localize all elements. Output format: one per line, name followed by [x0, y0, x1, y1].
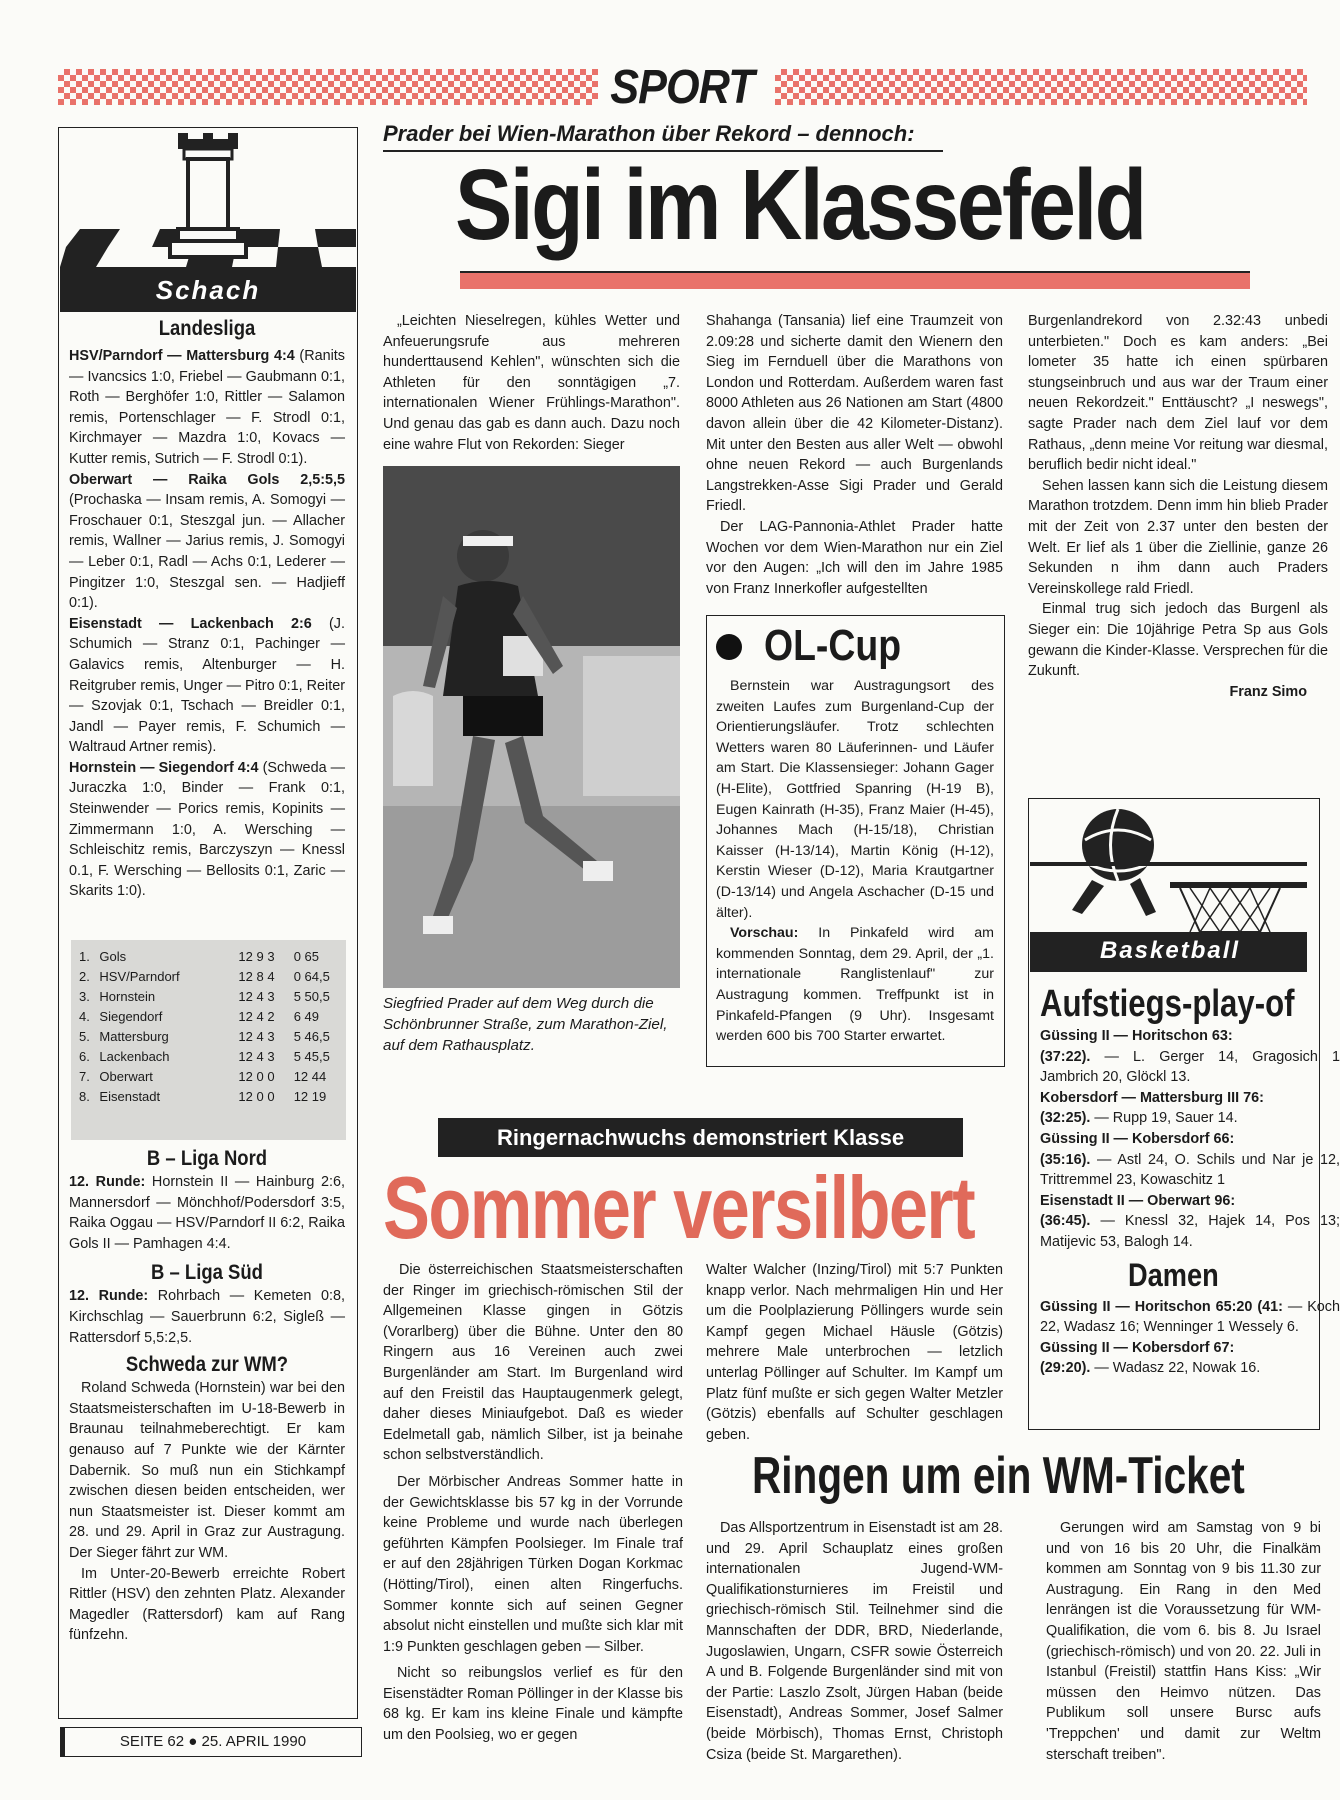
- damen-game-2: Güssing II — Kobersdorf 67: (29:20). — Wadasz 22, Nowak 16.: [1040, 1339, 1261, 1377]
- ringen-col1: [383, 1260, 683, 1746]
- ringen-c1-p1: Die österreichischen Staatsmeisterschaften der Ringer im griechisch-römischen Stil der Allgemeinen Klasse gingen in Götzis (Vorarlberg) über die Bühne. Unter den 80 Ringern aus 16 Vereinen auch zwei Burgenländer am Start. Im Burgenland wird auf den Freistil das Hauptaugenmerk gelegt, daher dieses Miniaufgebot. Daß es wieder Edelmetall gab, nämlich Silber, ist ja beinahe schon selbstverständlich.: [383, 1262, 683, 1464]
- wm-col2: Gerungen wird am Samstag von 9 bi und von 16 bis 20 Uhr, die Finalkäm kommen am Sonntag von 9 bis 11.30 zur Austragung. Ein Rang in den Med lenrängen ist die Voraussetzung für WM-Qualifikation, die vom 6. bis 8. Ju Israel (griechisch-römisch) und von 20. 22. Juli in Istanbul (Freistil) stattfin Hans Kiss: „Wir müssen den Heimvo nützen. Das Publikum soll unsere Bursc aufs 'Treppchen' und damit zur Weltm sterschaft treiben".: [1046, 1520, 1321, 1763]
- runner-photo: [383, 466, 680, 988]
- kicker: Prader bei Wien-Marathon über Rekord – dennoch:: [383, 121, 915, 146]
- page-footer: SEITE 62 ● 25. APRIL 1990: [60, 1727, 362, 1757]
- wm-col2-wrap: [1046, 1518, 1321, 1768]
- table-row: 8. Eisenstadt 12 0 0 12 19: [79, 1088, 327, 1104]
- header-checker-left: [58, 69, 598, 105]
- article-intro: „Leichten Nieselregen, kühles Wetter und Anfeuerungsrufe aus mehreren hunderttausend Kehlen", wünschten sich die Athleten für den sonntägigen „7. internationalen Wiener Frühlings-Marathon". Und genau das gab es dann auch. Dazu noch eine wahre Flut von Rekorden: Sieger: [383, 313, 680, 453]
- schweda-title: Schweda zur WM?: [125, 1353, 289, 1377]
- photo-caption: Siegfried Prader auf dem Weg durch die Schönbrunner Straße, zum Marathon-Ziel, auf dem Rathausplatz.: [383, 995, 668, 1054]
- bb-game-4: Eisenstadt II — Oberwart 96: (36:45). — Knessl 32, Hajek 14, Pos 13; Matijevic 53, Balogh 14.: [1040, 1192, 1340, 1250]
- bnord-title: B – Liga Nord: [146, 1147, 268, 1170]
- section-title: SPORT: [610, 61, 754, 114]
- col3-p3: Einmal trug sich jedoch das Burgenl als Sieger ein: Die 10jährige Petra Sp aus Gols gewann die Kinder-Klasse. Versprechen für die Zukunft.: [1028, 601, 1328, 680]
- bsued-title: B – Liga Süd: [151, 1261, 263, 1285]
- headline-redbar: [460, 271, 1250, 289]
- schach-text: [69, 316, 345, 902]
- schweda-p2: Im Unter-20-Bewerb erreichte Robert Rittler (HSV) den zehnten Platz. Alexander Magedler (Rattersdorf) kam auf Rang fünfzehn.: [69, 1565, 345, 1644]
- table-row: 3. Hornstein 12 4 3 5 50,5: [79, 988, 330, 1004]
- table-row: 7. Oberwart 12 0 0 12 44: [79, 1068, 327, 1084]
- basketball-hoop-icon: [1030, 800, 1307, 932]
- ringen-c2-p1: Walter Walcher (Inzing/Tirol) mit 5:7 Punkten knapp verlor. Nach mehrmaligen Hin und Her um die Poolplazierung Pöllingers wurde sein Kampf gegen Michael Häusle (Götzis) mehrere Male unterbrochen — letzlich unterlag Pöllinger auf Schulter. Im Kampf um Platz fünf mußte er sich gegen Walter Metzler (Götzis) ebenfalls auf Schulter geschlagen geben.: [706, 1262, 1003, 1443]
- ringen-c1-p3: Nicht so reibungslos verlief es für den Eisenstädter Roman Pöllinger in der Klasse bis 68 kg. Er kam ins kleine Finale und kämpfte um den Poolsieg, wo er gegen: [383, 1665, 683, 1744]
- schach-result-3: Eisenstadt — Lackenbach 2:6 (J. Schumich — Stranz 0:1, Pachinger — Galavics remis, Altenburger — H. Reitgruber remis, Unger — Pitro 0:1, Reiter — Szovjak 0:1, Tschach — Breidler 0:1, Jandl — Payer remis, F. Schumich — Waltraud Artner remis).: [69, 615, 345, 756]
- col3-p2: Sehen lassen kann sich die Leistung diesem Marathon trotzdem. Denn imm hin blieb Prader mit der Zeit von 2.37 unter den besten der Welt. Er lief als 1 über die Ziellinie, ganze 26 Sekunden n ihm dann auch Praders Vereinskollege rald Friedl.: [1028, 477, 1328, 597]
- table-row: 5. Mattersburg 12 4 3 5 46,5: [79, 1028, 330, 1044]
- bb-game-3: Güssing II — Kobersdorf 66: (35:16). — Astl 24, O. Schils und Nar je 12, Trittremmel 23, Kowaschitz 1: [1040, 1130, 1340, 1189]
- landesliga-title: Landesliga: [158, 317, 256, 340]
- bb-game-2: Kobersdorf — Mattersburg III 76: (32:25). — Rupp 19, Sauer 14.: [1040, 1089, 1264, 1127]
- olcup-content: [716, 622, 994, 1047]
- table-row: 1. Gols 12 9 3 0 65: [79, 948, 320, 964]
- basketball-title: Aufstiegs-play-of: [1040, 983, 1295, 1025]
- schach-result-2: Oberwart — Raika Gols 2,5:5,5 (Prochaska — Insam remis, A. Somogyi — Froschauer 0:1, Steszgal jun. — Allacher remis, Wallner — Jarius remis, J. Somogyi — Leber 0:1, Radl — Achs 0:1, Lederer — Pingitzer 1:0, Steszgal sen. — Hadjieff 0:1).: [69, 471, 345, 612]
- schweda-p1: Roland Schweda (Hornstein) war bei den Staatsmeisterschaften im U-18-Bewerb in Braunau teilnahmeberechtigt. Er kam genauso auf 7 Punkte wie der Kärnter Dabernik. So muß nun ein Stichkampf zwischen diesen beiden entscheiden, wer nun Staatsmeister ist. Dieser kommt am 28. und 29. April in Graz zur Austragung. Der Sieger fährt zur WM.: [69, 1380, 345, 1561]
- table-row: 2. HSV/Parndorf 12 8 4 0 64,5: [79, 968, 330, 984]
- schach-result-4: Hornstein — Siegendorf 4:4 (Schweda — Juraczka 1:0, Binder — Frank 0:1, Steinwender — Porics remis, Kopinits — Zimmermann 1:0, A. Wersching — Schleischitz remis, Barczyszyn — Knessl 0.1, F. Wersching — Bellosits 0:1, Zaric — Skarits 1:0).: [69, 759, 345, 900]
- basketball-label-band: [1030, 932, 1307, 972]
- col3-p1: Burgenlandrekord von 2.32:43 unbedi unterbieten." Doch es kam anders: „Bei lometer 35 hatte ich einen spürbaren stungseinbruch und aus war der Traum einer neuen Rekordzeit." Enttäuscht? „I neswegs", sagte Prader nach dem Ziel lauf vor dem Rathaus, „denn meine Vor reitung war diesmal, beruflich bedir nicht ideal.": [1028, 313, 1328, 474]
- wm-col1: Das Allsportzentrum in Eisenstadt ist am 28. und 29. April Schauplatz eines großen internationalen Jugend-WM-Qualifikationsturnieres im Freistil und griechisch-römisch Stil. Teilnehmer sind die Mannschaften der DDR, BRD, Niederlande, Jugoslawien, Ungarn, CSFR sowie Österreich A und B. Folgende Burgenländer sind mit von der Partie: Laszlo Zsolt, Jürgen Haban (beide Eisenstadt), Andreas Sommer, Josef Salmer (beide Mörbisch), Thomas Ernst, Christoph Csiza (beide St. Margarethen).: [706, 1520, 1003, 1763]
- damen-title: Damen: [1128, 1256, 1219, 1293]
- page-number: SEITE 62: [119, 1733, 185, 1750]
- bullet-icon: [716, 634, 742, 660]
- standings-table-wrap: [77, 946, 347, 1106]
- bb-game-1: Güssing II — Horitschon 63: (37:22). — L. Gerger 14, Gragosich 1 Jambrich 20, Glöckl 13.: [1040, 1028, 1340, 1086]
- basketball-content: [1040, 982, 1340, 1422]
- olcup-heading: [716, 622, 994, 676]
- header-checker-right: [775, 69, 1307, 105]
- olcup-p2: Vorschau: In Pinkafeld wird am kommenden Sonntag, dem 29. April, der „1. internationale Ranglistenlauf" zur Austragung kommen. Treffpunkt ist in Pinkafeld-Pfangen (9 Uhr). Insgesamt werden 600 bis 700 Starter erwartet.: [716, 925, 994, 1045]
- schach-header: [60, 129, 356, 312]
- runner-photo-image: [383, 466, 680, 988]
- standings-table: [77, 946, 347, 1106]
- bsued-text: 12. Runde: Rohrbach — Kemeten 0:8, Kirchschlag — Sauerbrunn 6:2, Sigleß — Rattersdorf 5,5:2,5.: [69, 1288, 345, 1346]
- article-col3: [1028, 311, 1328, 761]
- col2-p1: Shahanga (Tansania) lief eine Traumzeit von 2.09:28 und sicherte damit den Wienern den Sieg im Fernduell über die Marathons von London und Rotterdam. Außerdem waren fast 8000 Athleten aus 26 Nationen am Start (4800 davon allein über die 42 Kilometer-Distanz). Mit unter den Besten aus aller Welt — obwohl ohne neuen Rekord — auch Burgenlands Langstrekken-Asse Sigi Prader und Gerald Friedl.: [706, 313, 1003, 515]
- table-row: 4. Siegendorf 12 4 2 6 49: [79, 1008, 320, 1024]
- page-date: 25. APRIL 1990: [201, 1733, 307, 1750]
- ringen-c1-p2: Der Mörbischer Andreas Sommer hatte in der Gewichtsklasse bis 57 kg in der Vorrunde keine Probleme und wurde nach überlegen geführten Kämpfen Poolsieger. Im Finale traf er auf den 28jährigen Türken Dogan Korkmac (Hötting/Tirol), einen alten Ringerfuchs. Sommer konnte sich auf seinen Gegner absolut nicht einstellen und mußte sich klar mit 1:9 Punkten geschlagen geben — Silber.: [383, 1473, 683, 1655]
- col2-p2: Der LAG-Pannonia-Athlet Prader hatte Wochen vor dem Wien-Marathon nur ein Ziel vor den Augen: „Ich will den im Jahre 1985 von Franz Innerkofler aufgestellten: [706, 518, 1003, 597]
- bnord-text: 12. Runde: Hornstein II — Hainburg 2:6, Mannersdorf — Mönchhof/Podersdorf 3:5, Raika Oggau — HSV/Parndorf II 6:2, Raika Gols II — Pamhagen 4:4.: [69, 1174, 346, 1252]
- table-row: 6. Lackenbach 12 4 3 5 45,5: [79, 1048, 330, 1064]
- article-col2: [706, 311, 1003, 599]
- basketball-header: [1030, 800, 1307, 980]
- sommer-headline: Sommer versilbert: [383, 1158, 975, 1257]
- basketball-label: Basketball: [1100, 937, 1241, 964]
- wm-headline: Ringen um ein WM-Ticket: [752, 1447, 1245, 1505]
- schach-label: Schach: [155, 275, 261, 305]
- col3-author: Franz Simo: [1229, 683, 1307, 700]
- schach-text-2: [69, 1146, 345, 1646]
- schach-result-1: HSV/Parndorf — Mattersburg 4:4 (Ranits — Ivancsics 1:0, Friebel — Gaubmann 0:1, Roth — Berghöfer 1:0, Rittler — Salamon remis, Portenschlager — F. Strodl 0:1, Kirchmayer — Mazdra 1:0, Kovacs — Kutter remis, Sutrich — F. Strodl 0:1).: [69, 348, 345, 467]
- ringer-banner: Ringernachwuchs demonstriert Klasse: [438, 1118, 963, 1157]
- olcup-title: OL-Cup: [764, 621, 902, 670]
- olcup-p1: Bernstein war Austragungsort des zweiten Laufes zum Burgenland-Cup der Orientierungsläufer. Trotz schlechten Wetters waren 80 Läuferinnen- und Läufer am Start. Die Klassensieger: Johann Gager (H-Elite), Gottfried Spanring (H-19 B), Eugen Kainrath (H-35), Franz Maier (H-45), Johannes Mach (H-15/18), Christian Kaisser (H-13/14), Martin König (H-12), Kerstin Wieser (D-12), Maria Krautgartner (D-13/14) und Angela Aschacher (D-15 und älter).: [716, 678, 994, 921]
- page-headline: Sigi im Klassefeld: [455, 149, 1145, 261]
- damen-game-1: Güssing II — Horitschon 65:20 (41: — Koch 22, Wadasz 16; Wenninger 1 Wessely 6.: [1040, 1298, 1340, 1336]
